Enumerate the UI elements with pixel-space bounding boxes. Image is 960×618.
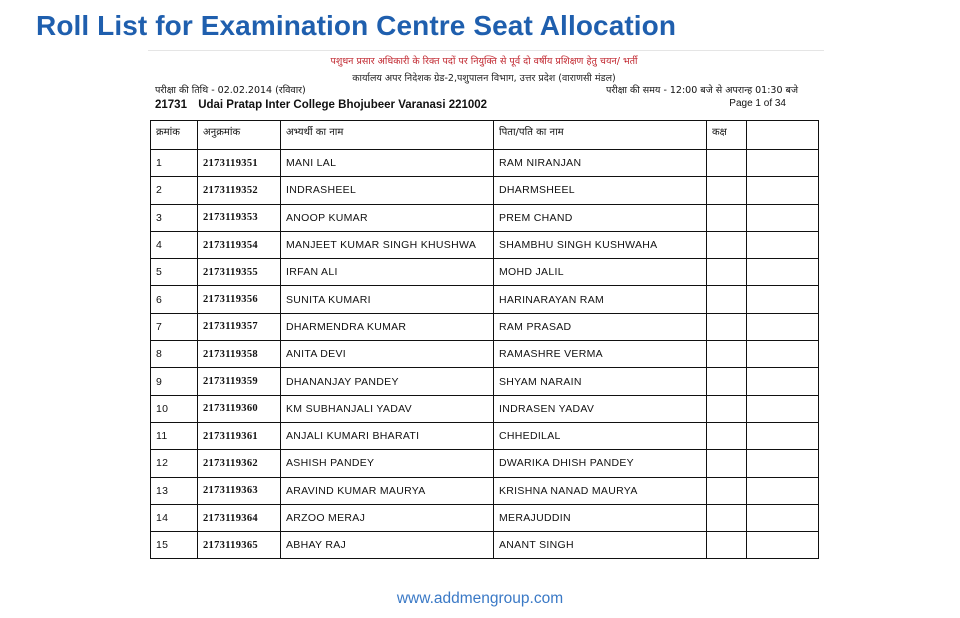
candidate-name-cell: ARAVIND KUMAR MAURYA (281, 477, 494, 504)
website-footer: www.addmengroup.com (396, 590, 564, 607)
serial-cell: 13 (151, 477, 198, 504)
candidate-name-cell: KM SUBHANJALI YADAV (281, 395, 494, 422)
table-row (151, 368, 819, 395)
roll-number-cell: 2173119363 (198, 477, 281, 504)
table-row (151, 532, 819, 559)
roll-number-cell: 2173119358 (198, 341, 281, 368)
blank-cell (747, 150, 819, 177)
candidate-name-cell: INDRASHEEL (281, 177, 494, 204)
blank-cell (747, 477, 819, 504)
serial-cell: 3 (151, 204, 198, 231)
father-name-cell: MOHD JALIL (494, 259, 707, 286)
blank-cell (747, 313, 819, 340)
table-row (151, 504, 819, 531)
candidate-name-cell: MANJEET KUMAR SINGH KHUSHWA (281, 231, 494, 258)
room-cell (707, 368, 747, 395)
blank-cell (747, 204, 819, 231)
blank-cell (747, 395, 819, 422)
father-name-cell: PREM CHAND (494, 204, 707, 231)
blank-cell (747, 504, 819, 531)
serial-cell: 14 (151, 504, 198, 531)
serial-cell: 12 (151, 450, 198, 477)
serial-cell: 7 (151, 313, 198, 340)
room-cell (707, 450, 747, 477)
room-cell (707, 504, 747, 531)
roll-number-cell: 2173119353 (198, 204, 281, 231)
candidate-name-cell: ASHISH PANDEY (281, 450, 494, 477)
col-header-candidate-name: अभ्यर्थी का नाम (281, 121, 494, 150)
blank-cell (747, 341, 819, 368)
father-name-cell: DWARIKA DHISH PANDEY (494, 450, 707, 477)
candidate-name-cell: ANOOP KUMAR (281, 204, 494, 231)
roll-number-cell: 2173119361 (198, 422, 281, 449)
serial-cell: 11 (151, 422, 198, 449)
table-row (151, 259, 819, 286)
father-name-cell: ANANT SINGH (494, 532, 707, 559)
father-name-cell: MERAJUDDIN (494, 504, 707, 531)
table-row (151, 341, 819, 368)
col-header-room: कक्ष (707, 121, 747, 150)
roll-table-body (151, 150, 819, 559)
father-name-cell: CHHEDILAL (494, 422, 707, 449)
serial-cell: 1 (151, 150, 198, 177)
table-row (151, 422, 819, 449)
serial-cell: 2 (151, 177, 198, 204)
roll-number-cell: 2173119352 (198, 177, 281, 204)
roll-number-cell: 2173119359 (198, 368, 281, 395)
col-header-blank (747, 121, 819, 150)
blank-cell (747, 422, 819, 449)
blank-cell (747, 177, 819, 204)
table-row (151, 477, 819, 504)
roll-table (150, 120, 819, 559)
blank-cell (747, 532, 819, 559)
roll-number-cell: 2173119357 (198, 313, 281, 340)
father-name-cell: KRISHNA NANAD MAURYA (494, 477, 707, 504)
serial-cell: 4 (151, 231, 198, 258)
father-name-cell: RAMASHRE VERMA (494, 341, 707, 368)
room-cell (707, 313, 747, 340)
candidate-name-cell: DHANANJAY PANDEY (281, 368, 494, 395)
blank-cell (747, 368, 819, 395)
page-number: Page 1 of 34 (729, 98, 786, 109)
room-cell (707, 259, 747, 286)
roll-number-cell: 2173119351 (198, 150, 281, 177)
title-divider (148, 50, 824, 51)
room-cell (707, 286, 747, 313)
candidate-name-cell: IRFAN ALI (281, 259, 494, 286)
table-row (151, 204, 819, 231)
table-header-row (151, 121, 819, 150)
roll-number-cell: 2173119362 (198, 450, 281, 477)
roll-number-cell: 2173119354 (198, 231, 281, 258)
blank-cell (747, 286, 819, 313)
roll-number-cell: 2173119360 (198, 395, 281, 422)
table-row (151, 450, 819, 477)
father-name-cell: HARINARAYAN RAM (494, 286, 707, 313)
candidate-name-cell: ARZOO MERAJ (281, 504, 494, 531)
serial-cell: 5 (151, 259, 198, 286)
father-name-cell: DHARMSHEEL (494, 177, 707, 204)
father-name-cell: RAM PRASAD (494, 313, 707, 340)
candidate-name-cell: ABHAY RAJ (281, 532, 494, 559)
serial-cell: 15 (151, 532, 198, 559)
serial-cell: 9 (151, 368, 198, 395)
serial-cell: 6 (151, 286, 198, 313)
room-cell (707, 395, 747, 422)
centre-name: Udai Pratap Inter College Bhojubeer Varanasi 221002 (198, 99, 488, 111)
father-name-cell: INDRASEN YADAV (494, 395, 707, 422)
roll-number-cell: 2173119355 (198, 259, 281, 286)
room-cell (707, 204, 747, 231)
table-row (151, 313, 819, 340)
table-row (151, 150, 819, 177)
exam-date: परीक्षा की तिथि - 02.02.2014 (रविवार) (155, 85, 306, 96)
room-cell (707, 341, 747, 368)
serial-cell: 8 (151, 341, 198, 368)
col-header-serial: क्रमांक (151, 121, 198, 150)
room-cell (707, 150, 747, 177)
col-header-father-name: पिता/पति का नाम (494, 121, 707, 150)
candidate-name-cell: MANI LAL (281, 150, 494, 177)
father-name-cell: RAM NIRANJAN (494, 150, 707, 177)
room-cell (707, 477, 747, 504)
centre-info (155, 99, 487, 111)
table-row (151, 286, 819, 313)
roll-number-cell: 2173119365 (198, 532, 281, 559)
room-cell (707, 532, 747, 559)
room-cell (707, 422, 747, 449)
exam-time: परीक्षा की समय - 12:00 बजे से अपरान्ह 01:30 बजे (606, 85, 798, 96)
room-cell (707, 177, 747, 204)
table-row (151, 231, 819, 258)
table-row (151, 395, 819, 422)
recruitment-heading: पशुधन प्रसार अधिकारी के रिक्त पदों पर नियुक्ति से पूर्व दो वर्षीय प्रशिक्षण हेतु चयन/ भर्ती (330, 56, 638, 67)
father-name-cell: SHYAM NARAIN (494, 368, 707, 395)
centre-code: 21731 (155, 99, 187, 111)
page-title: Roll List for Examination Centre Seat Allocation (36, 10, 677, 41)
candidate-name-cell: ANJALI KUMARI BHARATI (281, 422, 494, 449)
candidate-name-cell: SUNITA KUMARI (281, 286, 494, 313)
serial-cell: 10 (151, 395, 198, 422)
blank-cell (747, 450, 819, 477)
table-row (151, 177, 819, 204)
blank-cell (747, 231, 819, 258)
father-name-cell: SHAMBHU SINGH KUSHWAHA (494, 231, 707, 258)
candidate-name-cell: ANITA DEVI (281, 341, 494, 368)
candidate-name-cell: DHARMENDRA KUMAR (281, 313, 494, 340)
office-heading: कार्यालय अपर निदेशक ग्रेड-2,पशुपालन विभाग, उत्तर प्रदेश (वाराणसी मंडल) (352, 73, 616, 84)
room-cell (707, 231, 747, 258)
roll-number-cell: 2173119364 (198, 504, 281, 531)
col-header-roll-number: अनुक्रमांक (198, 121, 281, 150)
blank-cell (747, 259, 819, 286)
roll-number-cell: 2173119356 (198, 286, 281, 313)
